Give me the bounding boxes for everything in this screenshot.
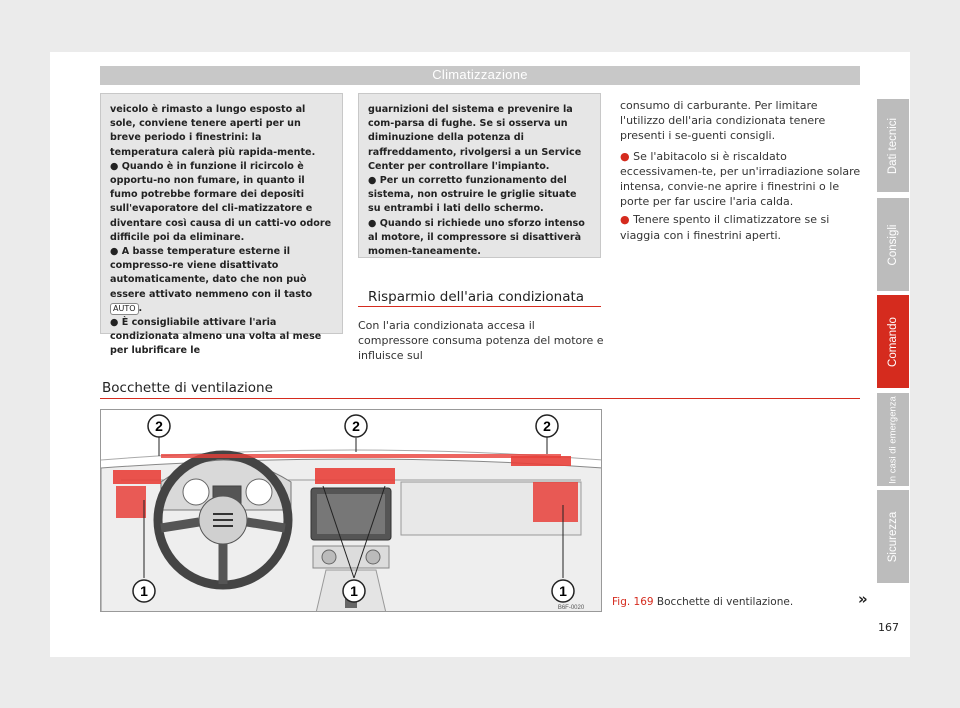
- svg-text:2: 2: [352, 418, 360, 434]
- figure-code: B6F-0020: [557, 605, 585, 611]
- column-right-text: [620, 98, 862, 243]
- tab-dati-tecnici[interactable]: Dati tecnici: [877, 99, 909, 192]
- header-divider: [100, 84, 860, 85]
- svg-text:1: 1: [140, 583, 148, 599]
- paragraph: consumo di carburante. Per limitare l'utilizzo dell'aria condizionata tenere presenti i se-guenti consigli.: [620, 99, 826, 143]
- callout-1-right: [552, 580, 574, 602]
- callout-1-left: [133, 580, 155, 602]
- section-text: Con l'aria condizionata accesa il compressore consuma potenza del motore e influisce sul: [358, 319, 604, 363]
- svg-text:1: 1: [350, 583, 358, 599]
- dashboard-illustration: [101, 410, 602, 612]
- svg-text:2: 2: [155, 418, 163, 434]
- warning-bullet: ● È consigliabile attivare l'aria condizionata almeno una volta al mese per lubrificare le: [110, 317, 322, 357]
- dashboard-figure: [100, 409, 602, 612]
- vent-left-top: [113, 470, 161, 484]
- warning-paragraph: veicolo è rimasto a lungo esposto al sole, conviene tenere aperti per un breve periodo i finestrini: la temperatura calerà più rapida-mente.: [110, 104, 316, 158]
- warning-box-middle: [358, 93, 601, 258]
- vent-right-side: [533, 482, 578, 522]
- figure-number: Fig. 169: [612, 596, 654, 608]
- warning-bullet: ● Per un corretto funzionamento del sistema, non ostruire le griglie situate su entrambi i lati dello schermo.: [368, 175, 577, 215]
- section-title-bocchette: Bocchette di ventilazione: [102, 380, 273, 396]
- auto-key: AUTO: [110, 303, 139, 315]
- callout-2-right: [536, 415, 558, 437]
- warning-bullet: ● Quando è in funzione il ricircolo è opportu-no non fumare, in quanto il fumo potrebbe formare dei depositi sull'evaporatore del cli-matizzatore e diventare così causa di un catti-vo odore difficile poi da eliminare.: [110, 160, 332, 243]
- warning-paragraph: guarnizioni del sistema e prevenire la com-parsa di fughe. Se si osserva un diminuzione della potenza di raffreddamento, rivolgersi a un Service Center per controllare l'impianto.: [368, 104, 582, 172]
- vent-center-top: [315, 468, 395, 484]
- section-divider: [100, 398, 860, 399]
- warning-bullet: ● A basse temperature esterne il compresso-re viene disattivato automaticamente, dato che non può essere attivato nemmeno con il tasto AUTO .: [110, 246, 313, 314]
- page-header: Climatizzazione: [100, 66, 860, 84]
- svg-text:2: 2: [543, 418, 551, 434]
- callout-2-left: [148, 415, 170, 437]
- continue-mark: »: [858, 590, 868, 608]
- page-number: 167: [878, 621, 899, 634]
- tab-in-casi-di-emergenza[interactable]: In casi di emergenza: [877, 393, 909, 486]
- section-divider: [358, 306, 601, 307]
- bullet-item: ● Se l'abitacolo si è riscaldato eccessivamen-te, per un'irradiazione solare intensa, convie-ne aprire i finestrini o le porte per far uscire l'aria calda.: [620, 149, 861, 209]
- callout-1-center: [343, 580, 365, 602]
- figure-caption: [612, 596, 793, 608]
- bullet-item: ● Tenere spento il climatizzatore se si viaggia con i finestrini aperti.: [620, 213, 830, 242]
- vent-left-side: [116, 486, 146, 518]
- warning-bullet: ● Quando si richiede uno sforzo intenso al motore, il compressore si disattiverà momen-taneamente.: [368, 217, 585, 258]
- svg-text:1: 1: [559, 583, 567, 599]
- figure-caption-text: Bocchette di ventilazione.: [656, 596, 794, 608]
- tab-sicurezza[interactable]: Sicurezza: [877, 490, 909, 583]
- tab-comando[interactable]: Comando: [877, 295, 909, 388]
- defrost-strip: [161, 454, 561, 458]
- section-title-risparmio: Risparmio dell'aria condizionata: [368, 289, 585, 305]
- warning-box-left: [100, 93, 343, 357]
- tab-consigli[interactable]: Consigli: [877, 198, 909, 291]
- callout-2-center: [345, 415, 367, 437]
